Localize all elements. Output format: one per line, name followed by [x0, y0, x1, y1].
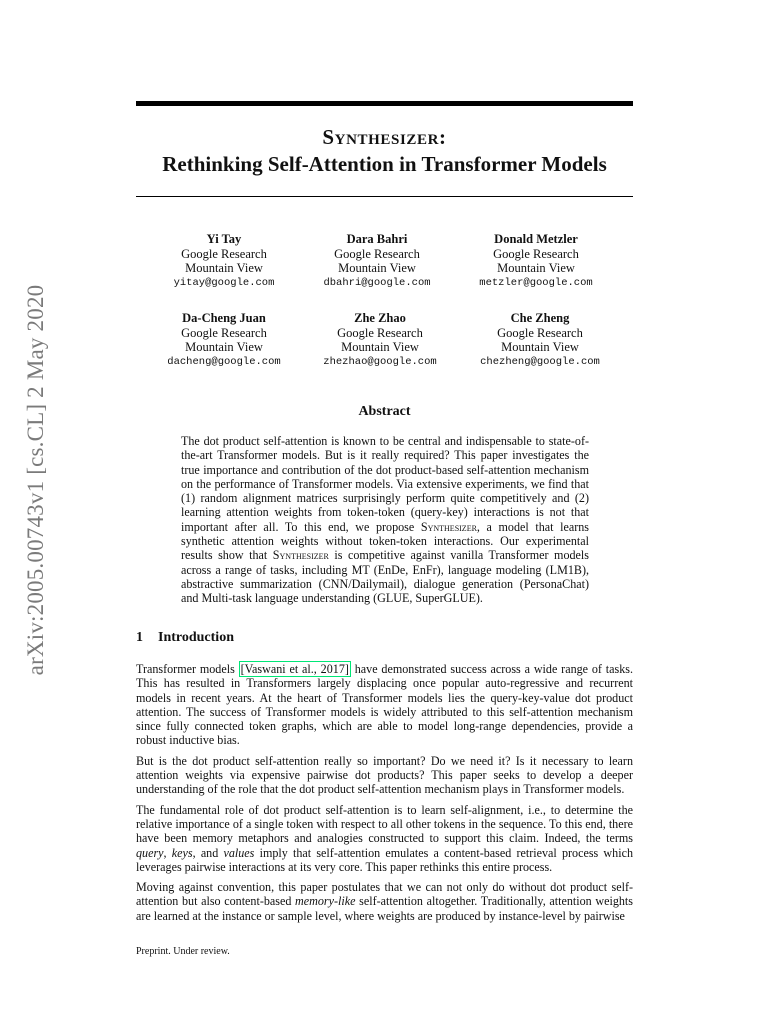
- author-email: dbahri@google.com: [323, 276, 431, 289]
- paragraph: [136, 803, 633, 874]
- author-location: Mountain View: [338, 261, 416, 276]
- abstract-text: The dot product self-attention is known to be central and indispensable to state-of-the-art Transformer models. But is it really required? This paper investigates the true importance and contribution of the dot product-based self-attention mechanism on the performance of Transformer models. Via extensive experiments, we find that (1) random alignment matrices surprisingly perform quite competitively and (2) learning attention weights from token-token (query-key) interactions is not that important after all. To this end, we propose: [181, 434, 589, 534]
- author-location: Mountain View: [497, 261, 575, 276]
- term-keys: keys: [171, 845, 193, 860]
- paragraph-text: The fundamental role of dot product self-attention is to learn self-alignment, i.e., to determine the relative importance of a single token with respect to all other tokens in the sequence. To this end, there have been memory metaphors and analogies constructed to support this claim. Indeed, the terms: [136, 802, 633, 846]
- section-title: Introduction: [158, 630, 234, 645]
- abstract-text: , a model that learns synthetic attention weights without token-token interactions. Our experimental results show that: [181, 519, 589, 563]
- arxiv-side-stamp: arXiv:2005.00743v1 [cs.CL] 2 May 2020: [23, 284, 48, 676]
- author-affiliation: Google Research: [334, 246, 420, 261]
- author-affiliation: Google Research: [181, 325, 267, 340]
- author-name: Zhe Zhao: [354, 311, 406, 325]
- author-email: dacheng@google.com: [167, 355, 281, 368]
- author-location: Mountain View: [185, 261, 263, 276]
- paragraph-text: Moving against convention, this paper postulates that we can not only do without dot product self-attention but also content-based: [136, 880, 633, 909]
- section-heading-introduction: [136, 630, 234, 646]
- paragraph-text: , and: [192, 845, 224, 860]
- abstract-body: [181, 434, 589, 606]
- synthesizer-name: Synthesizer: [272, 548, 329, 563]
- author-email: chezheng@google.com: [480, 355, 600, 368]
- term-memory-like: memory-like: [295, 894, 356, 909]
- paragraph-text: have demonstrated success across a wide range of tasks. This has resulted in Transformers largely displacing once popular auto-regressive and recurrent models in recent years. At the heart of Transformer models lies the query-key-value dot product attention. The success of Transformer models is widely attributed to this self-attention mechanism since fully connected token graphs, which are able to model long-range dependencies, provide a robust inductive bias.: [136, 662, 634, 748]
- author-location: Mountain View: [501, 340, 579, 355]
- abstract-heading: Abstract: [358, 404, 411, 419]
- title-bottom-rule: [136, 196, 633, 197]
- section-number: 1: [136, 630, 143, 645]
- author-email: zhezhao@google.com: [323, 355, 437, 368]
- author-name: Dara Bahri: [346, 232, 408, 246]
- paragraph-text: imply that self-attention emulates a content-based retrieval process which leverages pairwise interactions at its very core. This paper rethinks this entire process.: [136, 845, 633, 874]
- abstract-text: is competitive against vanilla Transformer models across a range of tasks, including MT (EnDe, EnFr), language modeling (LM1B), abstractive summarization (CNN/Dailymail), dialogue generation (PersonaChat) and Multi-task language understanding (GLUE, SuperGLUE).: [181, 548, 589, 606]
- title-line-1: Synthesizer:: [322, 125, 447, 149]
- title-line-2: Rethinking Self-Attention in Transformer Models: [162, 152, 607, 176]
- footer-note: Preprint. Under review.: [136, 946, 230, 957]
- author-block: [440, 311, 640, 369]
- author-name: Donald Metzler: [494, 232, 578, 246]
- paper-title: [136, 124, 633, 178]
- author-location: Mountain View: [185, 340, 263, 355]
- citation-link[interactable]: [Vaswani et al., 2017]: [240, 662, 349, 676]
- introduction-body: [136, 662, 633, 929]
- synthesizer-name: Synthesizer: [420, 519, 477, 534]
- paragraph-text: self-attention altogether. Traditionally, attention weights are learned at the instance or sample level, where weights are produced by instance-level by pairwise: [136, 894, 633, 923]
- author-affiliation: Google Research: [181, 246, 267, 261]
- author-email: yitay@google.com: [173, 276, 275, 289]
- paragraph: But is the dot product self-attention really so important? Do we need it? Is it necessary to learn attention weights via expensive pairwise dot products? This paper seeks to develop a deeper understanding of the role that the dot product self-attention mechanism plays in Transformer models.: [136, 753, 633, 797]
- author-affiliation: Google Research: [337, 325, 423, 340]
- term-values: values: [223, 845, 255, 860]
- paragraph: [136, 880, 633, 923]
- paragraph-text: Transformer models: [136, 662, 239, 676]
- author-block: [436, 232, 636, 290]
- term-query: query: [136, 845, 164, 860]
- author-email: metzler@google.com: [479, 276, 593, 289]
- paragraph: [136, 662, 633, 748]
- author-location: Mountain View: [341, 340, 419, 355]
- title-top-rule: [136, 101, 633, 106]
- author-name: Da-Cheng Juan: [182, 311, 266, 325]
- paragraph-text: ,: [163, 845, 172, 860]
- author-name: Che Zheng: [510, 311, 570, 325]
- author-affiliation: Google Research: [497, 325, 583, 340]
- author-name: Yi Tay: [206, 232, 242, 246]
- author-affiliation: Google Research: [493, 246, 579, 261]
